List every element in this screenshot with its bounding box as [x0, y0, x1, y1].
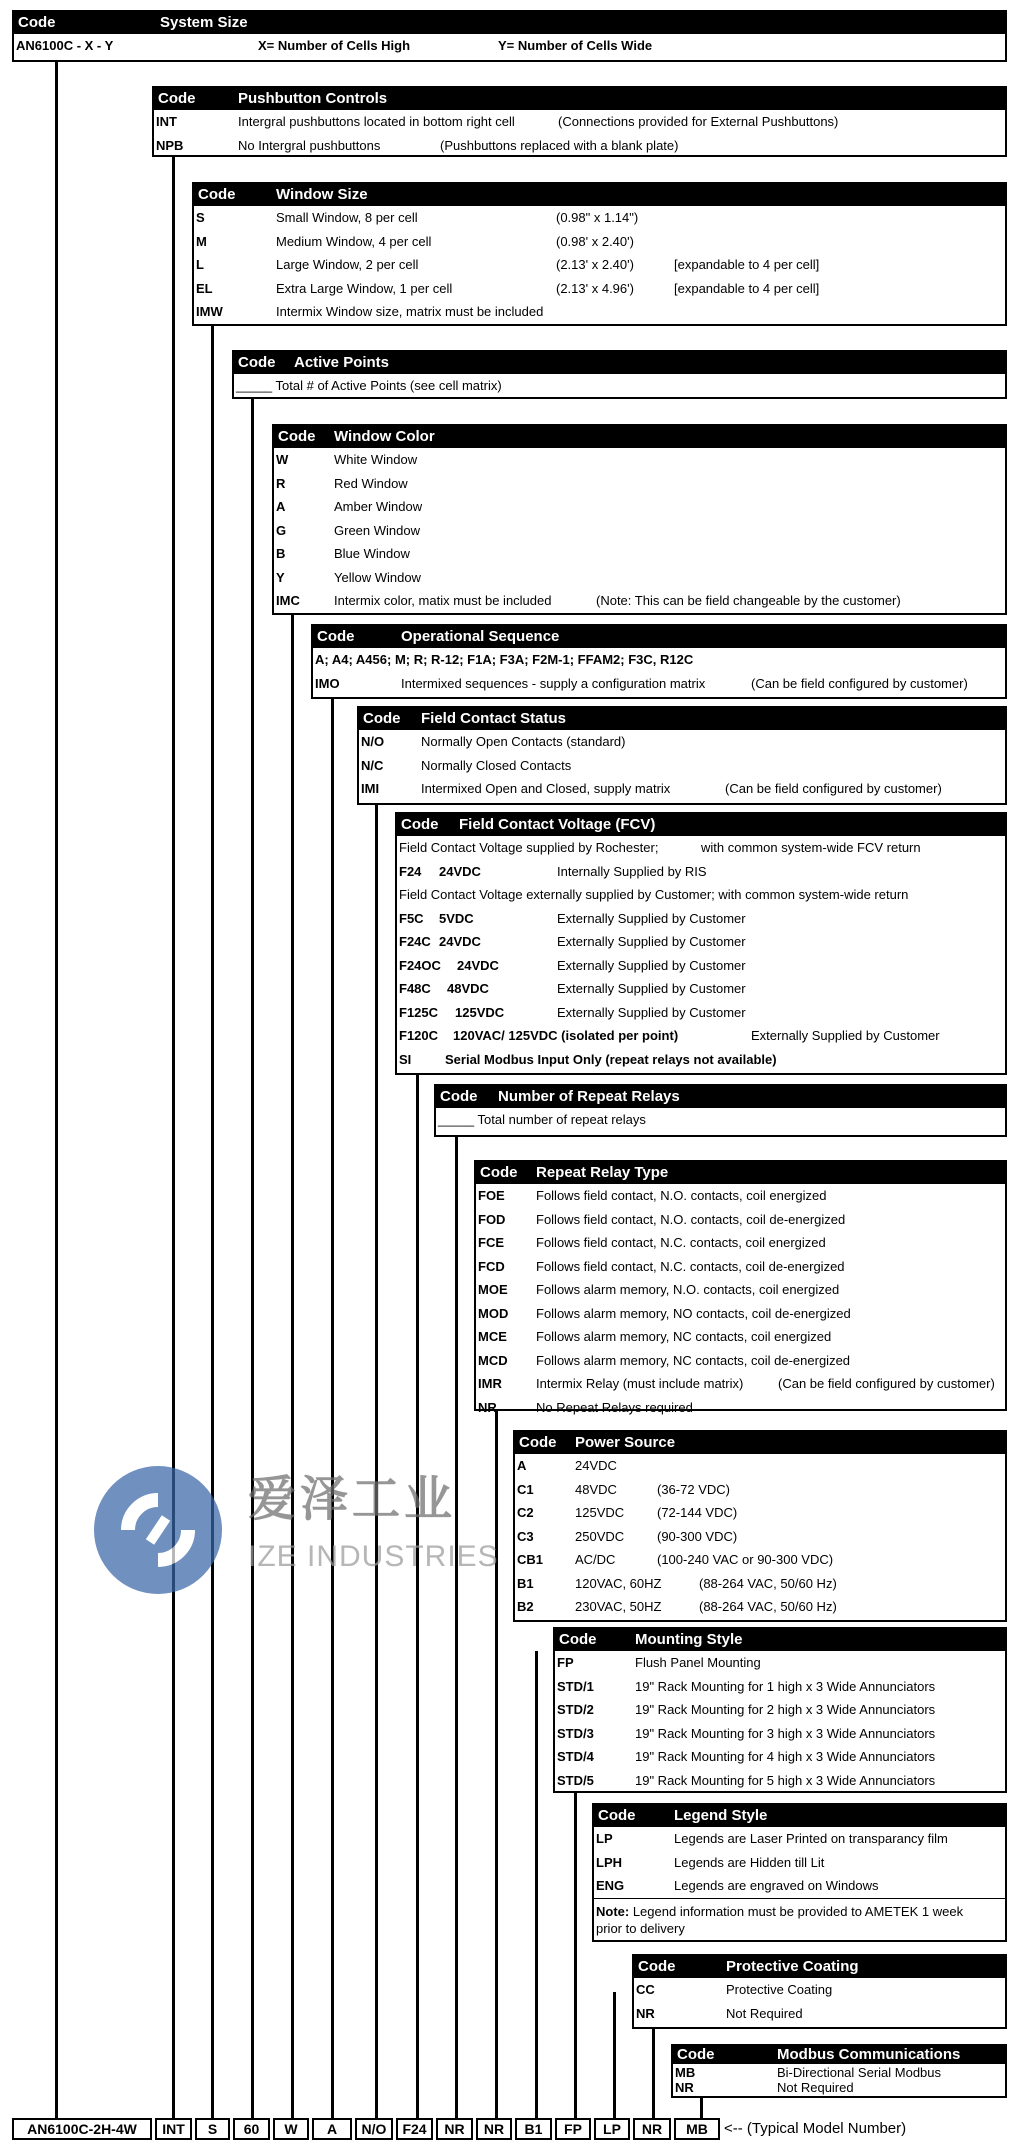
legend-note: Note: Legend information must be provided to AMETEK 1 week prior to delivery	[594, 1898, 1005, 1939]
model-box-legend: LP	[594, 2118, 630, 2140]
row: F125C 125VDC Externally Supplied by Customer	[399, 1004, 746, 1020]
connector-line	[172, 156, 175, 2120]
row: _____ Total number of repeat relays	[438, 1112, 646, 1127]
connector-line	[55, 46, 58, 2120]
row: B2 230VAC, 50HZ (88-264 VAC, 50/60 Hz)	[517, 1599, 837, 1614]
section-header: Code Number of Repeat Relays	[436, 1086, 1005, 1108]
row: M Medium Window, 4 per cell (0.98' x 2.40')	[196, 233, 634, 249]
model-box-active-points: 60	[233, 2118, 270, 2140]
section-pushbutton-controls	[152, 86, 1007, 157]
section-field-contact-status	[357, 706, 1007, 805]
section-field-contact-voltage	[395, 812, 1007, 1075]
row: SI Serial Modbus Input Only (repeat relays not available)	[399, 1051, 777, 1067]
section-window-color	[272, 424, 1007, 615]
row: IMI Intermixed Open and Closed, supply matrix (Can be field configured by customer)	[361, 781, 942, 796]
model-box-coating: NR	[633, 2118, 671, 2140]
row: FOE Follows field contact, N.O. contacts, coil energized	[478, 1188, 827, 1203]
section-header: Code Legend Style	[594, 1805, 1005, 1827]
row: FCD Follows field contact, N.C. contacts, coil de-energized	[478, 1258, 845, 1274]
section-header: Code Protective Coating	[634, 1956, 1005, 1978]
model-box-fcv: F24	[396, 2118, 433, 2140]
model-box-op-sequence: A	[312, 2118, 352, 2140]
section-header: Code System Size	[14, 12, 1005, 34]
row: B Blue Window	[276, 546, 410, 561]
row: MCD Follows alarm memory, NC contacts, coil de-energized	[478, 1352, 851, 1368]
row: G Green Window	[276, 522, 420, 538]
row: STD/4 19" Rack Mounting for 4 high x 3 Wide Annunciators	[557, 1749, 936, 1764]
section-header: Code Operational Sequence	[313, 626, 1005, 648]
row: LP Legends are Laser Printed on transparancy film	[596, 1831, 948, 1846]
watermark-logo-icon	[88, 1460, 228, 1600]
row: F120C 120VAC/ 125VDC (isolated per point) Externally Supplied by Customer	[399, 1028, 940, 1043]
row: F48C 48VDC Externally Supplied by Customer	[399, 981, 746, 996]
section-legend-style	[592, 1803, 1007, 1942]
row: INT Intergral pushbuttons located in bottom right cell (Connections provided for External Pushbuttons)	[156, 114, 839, 129]
typical-model-note: <-- (Typical Model Number)	[724, 2120, 907, 2137]
row: FP Flush Panel Mounting	[557, 1655, 761, 1670]
connector-line	[291, 614, 294, 2120]
connector-line	[574, 1792, 577, 2120]
section-active-points	[232, 350, 1007, 399]
row: CB1 AC/DC (100-240 VAC or 90-300 VDC)	[517, 1552, 834, 1567]
row: Field Contact Voltage externally supplied by Customer; with common system-wide return	[399, 887, 909, 902]
row: MOD Follows alarm memory, NO contacts, coil de-energized	[478, 1305, 851, 1321]
row: NR Not Required	[675, 2080, 854, 2095]
watermark-en: IZE INDUSTRIES	[248, 1540, 499, 1573]
model-box-contact-status: N/O	[355, 2118, 393, 2140]
row: FCE Follows field contact, N.C. contacts, coil energized	[478, 1235, 826, 1250]
connector-line	[613, 1992, 616, 2120]
connector-line	[455, 1136, 458, 2120]
section-window-size	[192, 182, 1007, 326]
row: MCE Follows alarm memory, NC contacts, coil energized	[478, 1329, 832, 1344]
section-header: Code Pushbutton Controls	[154, 88, 1005, 110]
section-number-repeat-relays	[434, 1084, 1007, 1137]
section-protective-coating	[632, 1954, 1007, 2029]
model-box-window-color: W	[273, 2118, 309, 2140]
connector-line	[331, 698, 334, 2120]
row: AN6100C - X - Y X= Number of Cells High Y= Number of Cells Wide	[16, 38, 653, 53]
row: F5C 5VDC Externally Supplied by Customer	[399, 910, 746, 926]
row: STD/3 19" Rack Mounting for 3 high x 3 Wide Annunciators	[557, 1725, 936, 1741]
row: F24OC 24VDC Externally Supplied by Customer	[399, 957, 746, 973]
row: C2 125VDC (72-144 VDC)	[517, 1505, 738, 1520]
row: R Red Window	[276, 475, 408, 491]
section-header: Code Modbus Communications	[673, 2046, 1005, 2064]
model-box-power: B1	[515, 2118, 552, 2140]
model-box-mounting: FP	[555, 2118, 591, 2140]
section-header: Code Window Size	[194, 184, 1005, 206]
row: MOE Follows alarm memory, N.O. contacts, coil energized	[478, 1282, 840, 1297]
row: L Large Window, 2 per cell (2.13' x 2.40') [expandable to 4 per cell]	[196, 257, 820, 272]
row: EL Extra Large Window, 1 per cell (2.13' x 4.96') [expandable to 4 per cell]	[196, 280, 820, 296]
watermark-cn: 爱泽工业	[248, 1471, 457, 1527]
section-header: Code Active Points	[234, 352, 1005, 374]
model-box-modbus: MB	[674, 2118, 720, 2140]
section-operational-sequence	[311, 624, 1007, 699]
connector-line	[700, 2096, 703, 2120]
row: B1 120VAC, 60HZ (88-264 VAC, 50/60 Hz)	[517, 1575, 837, 1591]
model-box-relay-type: NR	[476, 2118, 512, 2140]
row: _____ Total # of Active Points (see cell matrix)	[236, 378, 502, 393]
row: ENG Legends are engraved on Windows	[596, 1878, 879, 1893]
section-mounting-style	[553, 1627, 1007, 1793]
row: NR No Repeat Relays required	[478, 1399, 693, 1415]
row: STD/5 19" Rack Mounting for 5 high x 3 Wide Annunciators	[557, 1772, 936, 1788]
row: A Amber Window	[276, 499, 423, 514]
row: F24C 24VDC Externally Supplied by Customer	[399, 934, 746, 949]
row: A; A4; A456; M; R; R-12; F1A; F3A; F2M-1; FFAM2; F3C, R12C	[315, 652, 694, 667]
model-box-pushbutton: INT	[155, 2118, 192, 2140]
row: Field Contact Voltage supplied by Rochester; with common system-wide FCV return	[399, 840, 921, 855]
row: NR Not Required	[636, 2005, 803, 2021]
row: IMC Intermix color, matix must be included (Note: This can be field changeable by the customer)	[276, 593, 901, 608]
watermark	[88, 1460, 508, 1600]
connector-line	[652, 2028, 655, 2120]
section-header: Code Field Contact Voltage (FCV)	[397, 814, 1005, 836]
section-power-source	[513, 1430, 1007, 1622]
row: C1 48VDC (36-72 VDC)	[517, 1481, 730, 1497]
row: IMR Intermix Relay (must include matrix) (Can be field configured by customer)	[478, 1376, 995, 1391]
row: IMO Intermixed sequences - supply a configuration matrix (Can be field configured by customer)	[315, 675, 968, 691]
section-repeat-relay-type	[474, 1160, 1007, 1415]
row: NPB No Intergral pushbuttons (Pushbuttons replaced with a blank plate)	[156, 137, 679, 153]
row: Y Yellow Window	[276, 569, 421, 585]
section-header: Code Field Contact Status	[359, 708, 1005, 730]
section-header: Code Mounting Style	[555, 1629, 1005, 1651]
row: IMW Intermix Window size, matrix must be included	[196, 304, 544, 319]
row: FOD Follows field contact, N.O. contacts, coil de-energized	[478, 1211, 846, 1227]
row: LPH Legends are Hidden till Lit	[596, 1854, 825, 1870]
row: STD/2 19" Rack Mounting for 2 high x 3 Wide Annunciators	[557, 1702, 936, 1717]
model-box-window-size: S	[195, 2118, 230, 2140]
row: MB Bi-Directional Serial Modbus	[675, 2065, 942, 2080]
section-modbus-communications	[671, 2044, 1007, 2098]
row: STD/1 19" Rack Mounting for 1 high x 3 Wide Annunciators	[557, 1678, 936, 1694]
section-header: Code Window Color	[274, 426, 1005, 448]
row: A 24VDC	[517, 1458, 617, 1473]
model-box-num-relays: NR	[436, 2118, 473, 2140]
row: W White Window	[276, 452, 418, 467]
row: F24 24VDC Internally Supplied by RIS	[399, 863, 707, 879]
row: C3 250VDC (90-300 VDC)	[517, 1528, 738, 1544]
section-header: Code Repeat Relay Type	[476, 1162, 1005, 1184]
section-header: Code Power Source	[515, 1432, 1005, 1454]
connector-line	[211, 325, 214, 2120]
section-system-size	[12, 10, 1007, 62]
row: N/O Normally Open Contacts (standard)	[361, 734, 626, 749]
row: CC Protective Coating	[636, 1982, 833, 1997]
connector-line	[251, 398, 254, 2120]
connector-line	[535, 1651, 538, 2120]
model-box-base: AN6100C-2H-4W	[12, 2118, 152, 2140]
row: S Small Window, 8 per cell (0.98" x 1.14")	[196, 210, 639, 225]
row: N/C Normally Closed Contacts	[361, 757, 572, 773]
